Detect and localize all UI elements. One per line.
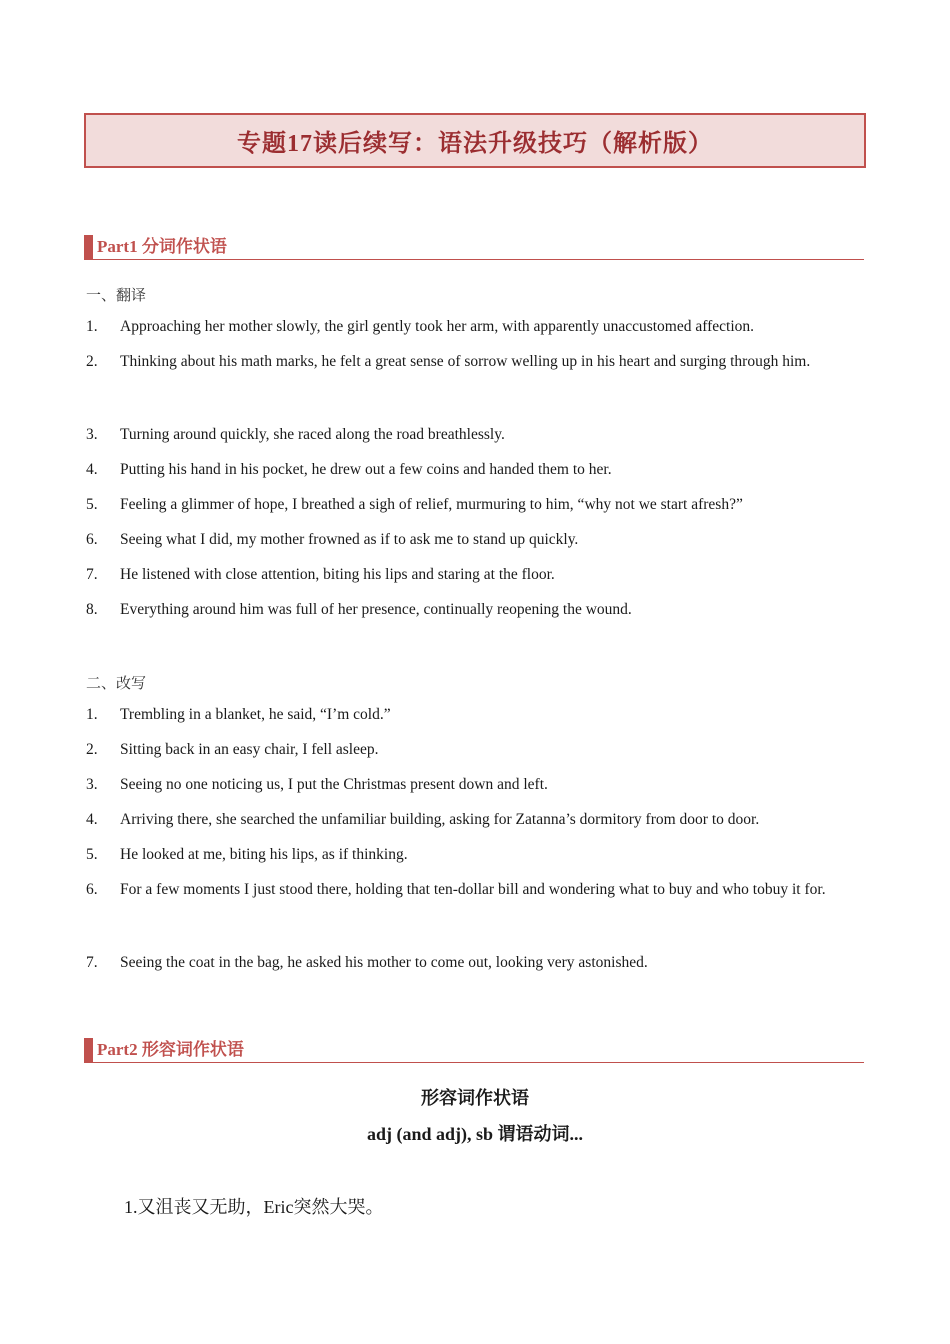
section1-heading: 一、翻译 bbox=[86, 288, 147, 304]
document-title: 专题17读后续写：语法升级技巧（解析版） bbox=[84, 113, 866, 168]
part2-heading bbox=[84, 1038, 864, 1063]
heading-accent-bar bbox=[84, 235, 93, 259]
part2-heading-text: Part2 形容词作状语 bbox=[97, 1040, 244, 1059]
part1-heading-text: Part1 分词作状语 bbox=[97, 237, 227, 256]
heading-accent-bar bbox=[84, 1038, 93, 1062]
grammar-formula: adj (and adj), sb 谓语动词... bbox=[366, 1124, 584, 1144]
section2-heading: 二、改写 bbox=[86, 676, 147, 692]
section-title: 形容词作状语 bbox=[421, 1088, 529, 1108]
exercise-item: 1.又沮丧又无助，Eric突然大哭。 bbox=[124, 1197, 384, 1217]
part1-heading bbox=[84, 235, 864, 260]
